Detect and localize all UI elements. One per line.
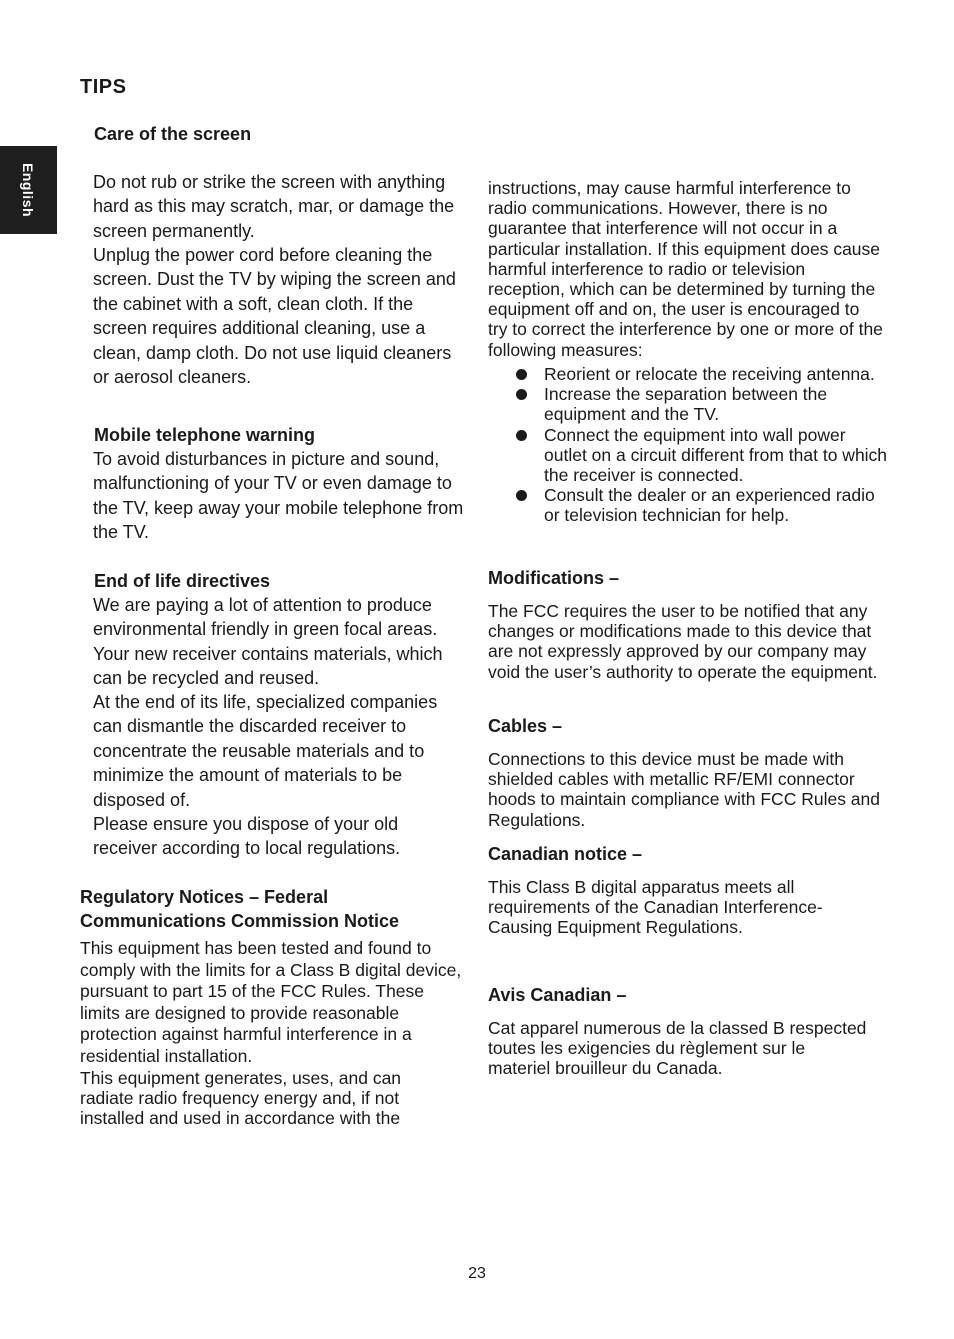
mobile-heading: Mobile telephone warning xyxy=(94,425,316,445)
regulatory-paragraph-2: This equipment generates, uses, and can radiate radio frequency energy and, if not installed and used in accordance with the xyxy=(80,1068,402,1129)
modifications-heading: Modifications – xyxy=(488,568,620,588)
regulatory-paragraph-1: This equipment has been tested and found to comply with the limits for a Class B digital device, pursuant to part 15 of the FCC Rules. These limits are designed to provide reasonable protection against harmful interference in a residential installation. xyxy=(80,938,462,1066)
eol-paragraph-3: Please ensure you dispose of your old receiver according to local regulations. xyxy=(93,814,401,859)
avis-heading: Avis Canadian – xyxy=(488,985,627,1005)
list-item: Consult the dealer or an experienced radio or television technician for help. xyxy=(488,485,888,525)
cables-heading: Cables – xyxy=(488,716,563,736)
page-number: 23 xyxy=(468,1265,486,1282)
list-item: Connect the equipment into wall power outlet on a circuit different from that to which the receiver is connected. xyxy=(488,425,888,486)
eol-paragraph-2: At the end of its life, specialized companies can dismantle the discarded receiver to concentrate the reusable materials and to minimize the amount of materials to be disposed of. xyxy=(93,692,438,810)
regulatory-paragraph-3: instructions, may cause harmful interference to radio communications. However, there is no guarantee that interference will not occur in a particular installation. If this equipment does cause harmful interference to radio or television reception, which can be determined by turning the equipment off and on, the user is encouraged to try to correct the interference by one or more of the following measures: xyxy=(488,178,883,360)
avis-paragraph: Cat apparel numerous de la classed B respected toutes les exigencies du règlement sur le materiel brouilleur du Canada. xyxy=(488,1018,867,1079)
language-tab-label: English xyxy=(20,162,37,218)
care-paragraph-2: Unplug the power cord before cleaning the screen. Dust the TV by wiping the screen and the cabinet with a soft, clean cloth. If the screen requires additional cleaning, use a clean, damp cloth. Do not use liquid cleaners or aerosol cleaners. xyxy=(93,245,456,388)
list-item: Reorient or relocate the receiving antenna. xyxy=(488,364,888,384)
care-heading: Care of the screen xyxy=(94,124,252,144)
mobile-paragraph: To avoid disturbances in picture and sound, malfunctioning of your TV or even damage to the TV, keep away your mobile telephone from the TV. xyxy=(93,449,464,543)
modifications-paragraph: The FCC requires the user to be notified that any changes or modifications made to this device that are not expressly approved by our company may void the user’s authority to operate the equipment. xyxy=(488,601,878,682)
care-paragraph-1: Do not rub or strike the screen with anything hard as this may scratch, mar, or damage the screen permanently. xyxy=(93,172,455,241)
canadian-paragraph: This Class B digital apparatus meets all requirements of the Canadian Interference-Causing Equipment Regulations. xyxy=(488,877,823,938)
cables-paragraph: Connections to this device must be made with shielded cables with metallic RF/EMI connector hoods to maintain compliance with FCC Rules and Regulations. xyxy=(488,749,880,830)
eol-paragraph-1: We are paying a lot of attention to produce environmental friendly in green focal areas. Your new receiver contains materials, which can be recycled and reused. xyxy=(93,595,443,689)
language-tab xyxy=(0,146,57,234)
page-title: TIPS xyxy=(80,76,127,98)
interference-measures-list xyxy=(488,364,888,526)
regulatory-heading: Regulatory Notices – Federal Communications Commission Notice xyxy=(80,887,400,931)
list-item: Increase the separation between the equipment and the TV. xyxy=(488,384,888,424)
canadian-heading: Canadian notice – xyxy=(488,844,643,864)
eol-heading: End of life directives xyxy=(94,571,271,591)
